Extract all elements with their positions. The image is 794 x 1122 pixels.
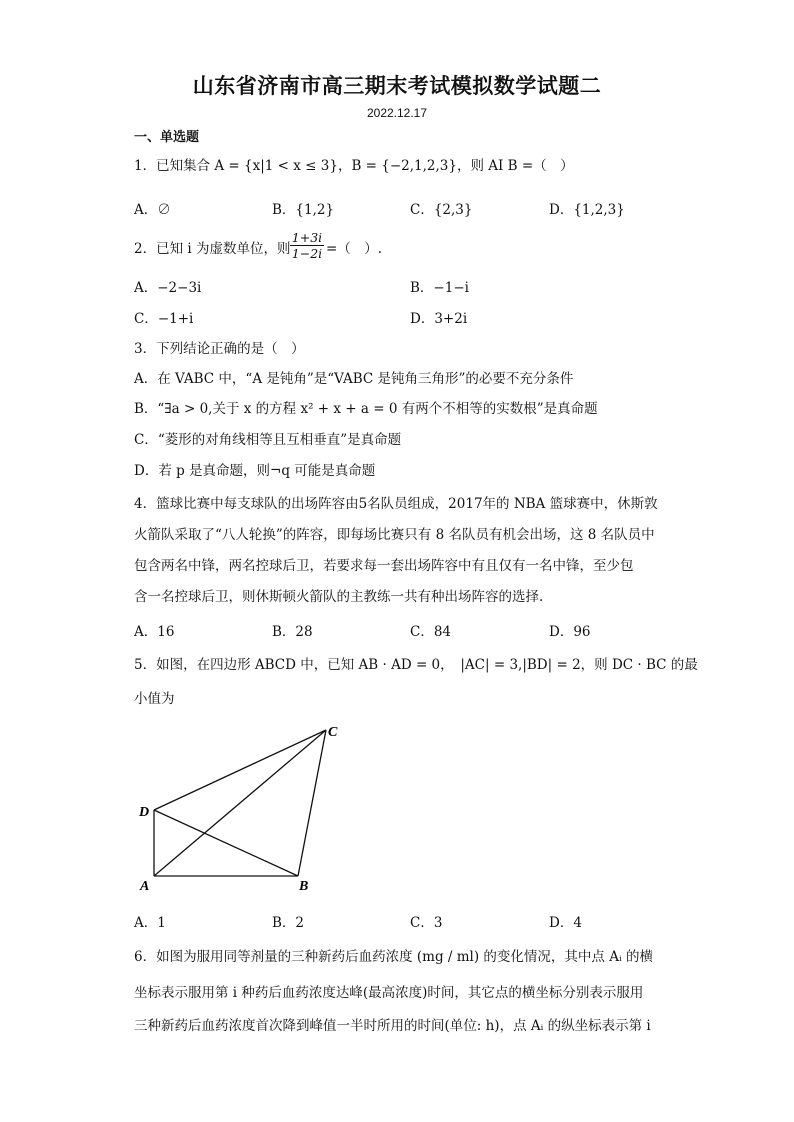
q4-option-c: C．84 <box>410 624 452 640</box>
q1-option-b: B．{1,2} <box>272 202 335 218</box>
q5-line-1: 5．如图，在四边形 ABCD 中，已知 AB · AD = 0， |AC| = 3,|BD| = 2，则 DC · BC 的最 <box>134 657 698 673</box>
q4-line-1: 4．篮球比赛中每支球队的出场阵容由5名队员组成，2017年的 NBA 篮球赛中，休斯敦 <box>134 496 658 512</box>
q4-line-2: 火箭队采取了“八人轮换”的阵容，即每场比赛只有 8 名队员有机会出场，这 8 名队员中 <box>134 527 655 543</box>
q4-line-3: 包含两名中锋，两名控球后卫，若要求每一套出场阵容中有且仅有一名中锋，至少包 <box>134 558 634 574</box>
label-b: B <box>299 879 309 894</box>
quadrilateral-figure <box>136 718 356 894</box>
page-title: 山东省济南市高三期末考试模拟数学试题二 <box>192 74 602 98</box>
q2-equals: =（ ）. <box>326 241 383 257</box>
exam-date: 2022.12.17 <box>366 106 428 120</box>
q4-option-a: A．16 <box>134 624 175 640</box>
q2-fraction <box>290 230 324 261</box>
q2-numerator: 1+3i <box>291 230 323 245</box>
label-a: A <box>140 879 150 894</box>
q3-option-c: C．“菱形的对角线相等且互相垂直”是真命题 <box>134 432 402 448</box>
q4-option-b: B．28 <box>272 624 313 640</box>
q2-option-c: C．−1+i <box>134 311 194 327</box>
q4-line-4: 含一名控球后卫，则休斯顿火箭队的主教练一共有种出场阵容的选择. <box>134 589 544 605</box>
q1-option-a: A．∅ <box>134 202 171 218</box>
question-2-text: 2．已知 i 为虚数单位，则 <box>134 241 291 257</box>
question-3: 3．下列结论正确的是（ ） <box>134 341 305 357</box>
edge-cb <box>298 730 326 876</box>
question-1: 1．已知集合 A = {x|1 < x ≤ 3}，B = {−2,1,2,3}，则 AI B =（ ） <box>134 158 574 174</box>
q2-option-a: A．−2−3i <box>134 280 202 296</box>
q3-option-b: B．“∃a > 0,关于 x 的方程 x² + x + a = 0 有两个不相等的实数根”是真命题 <box>134 401 598 417</box>
q5-option-d: D．4 <box>549 915 582 931</box>
q4-option-d: D．96 <box>549 624 591 640</box>
diagonal-ac <box>154 730 326 876</box>
section-heading: 一、单选题 <box>134 130 200 145</box>
label-d: D <box>139 805 150 820</box>
q5-option-c: C．3 <box>410 915 443 931</box>
q5-line-2: 小值为 <box>134 691 175 707</box>
q2-option-d: D．3+2i <box>410 311 468 327</box>
edge-dc <box>154 730 326 810</box>
q1-option-c: C．{2,3} <box>410 202 473 218</box>
q6-line-3: 三种新药后血药浓度首次降到峰值一半时所用的时间(单位: h)，点 Aᵢ 的纵坐标表示第 i <box>134 1018 651 1034</box>
q2-option-b: B．−1−i <box>410 280 469 296</box>
q5-option-a: A．1 <box>134 915 166 931</box>
q6-line-2: 坐标表示服用第 i 种药后血药浓度达峰(最高浓度)时间，其它点的横坐标分别表示服用 <box>134 985 644 1001</box>
diagonal-bd <box>154 810 298 876</box>
q1-option-d: D．{1,2,3} <box>549 202 625 218</box>
q2-denominator: 1−2i <box>291 246 323 261</box>
q3-option-a: A．在 VABC 中，“A 是钝角”是“VABC 是钝角三角形”的必要不充分条件 <box>134 371 574 387</box>
q6-line-1: 6．如图为服用同等剂量的三种新药后血药浓度 (mg / ml) 的变化情况，其中点 Aᵢ 的横 <box>134 949 653 965</box>
q5-option-b: B．2 <box>272 915 305 931</box>
label-c: C <box>328 725 338 740</box>
q3-option-d: D．若 p 是真命题，则¬q 可能是真命题 <box>134 463 376 479</box>
